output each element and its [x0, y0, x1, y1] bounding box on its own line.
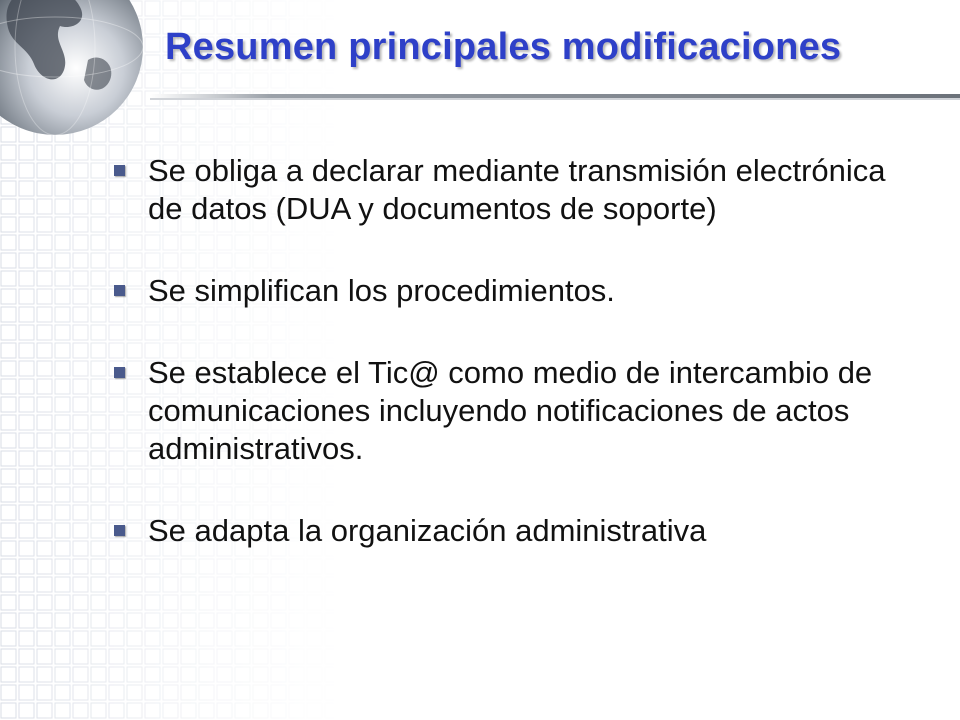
globe-icon [0, 0, 150, 142]
square-bullet-icon [114, 367, 125, 378]
bullet-item [112, 512, 902, 550]
slide-title: Resumen principales modificaciones [165, 26, 842, 68]
bullet-item [112, 152, 902, 228]
bullet-item [112, 272, 902, 310]
bullet-text: Se adapta la organización administrativa [148, 513, 707, 548]
bullet-list [112, 152, 902, 550]
square-bullet-icon [114, 525, 125, 536]
bullet-text: Se establece el Tic@ como medio de intercambio de comunicaciones incluyendo notificaciones de actos administrativos. [148, 355, 873, 466]
title-divider [150, 92, 960, 102]
bullet-text: Se obliga a declarar mediante transmisión electrónica de datos (DUA y documentos de soporte) [148, 153, 886, 226]
square-bullet-icon [114, 165, 125, 176]
bullet-text: Se simplifican los procedimientos. [148, 273, 615, 308]
bullet-item [112, 354, 902, 468]
square-bullet-icon [114, 285, 125, 296]
